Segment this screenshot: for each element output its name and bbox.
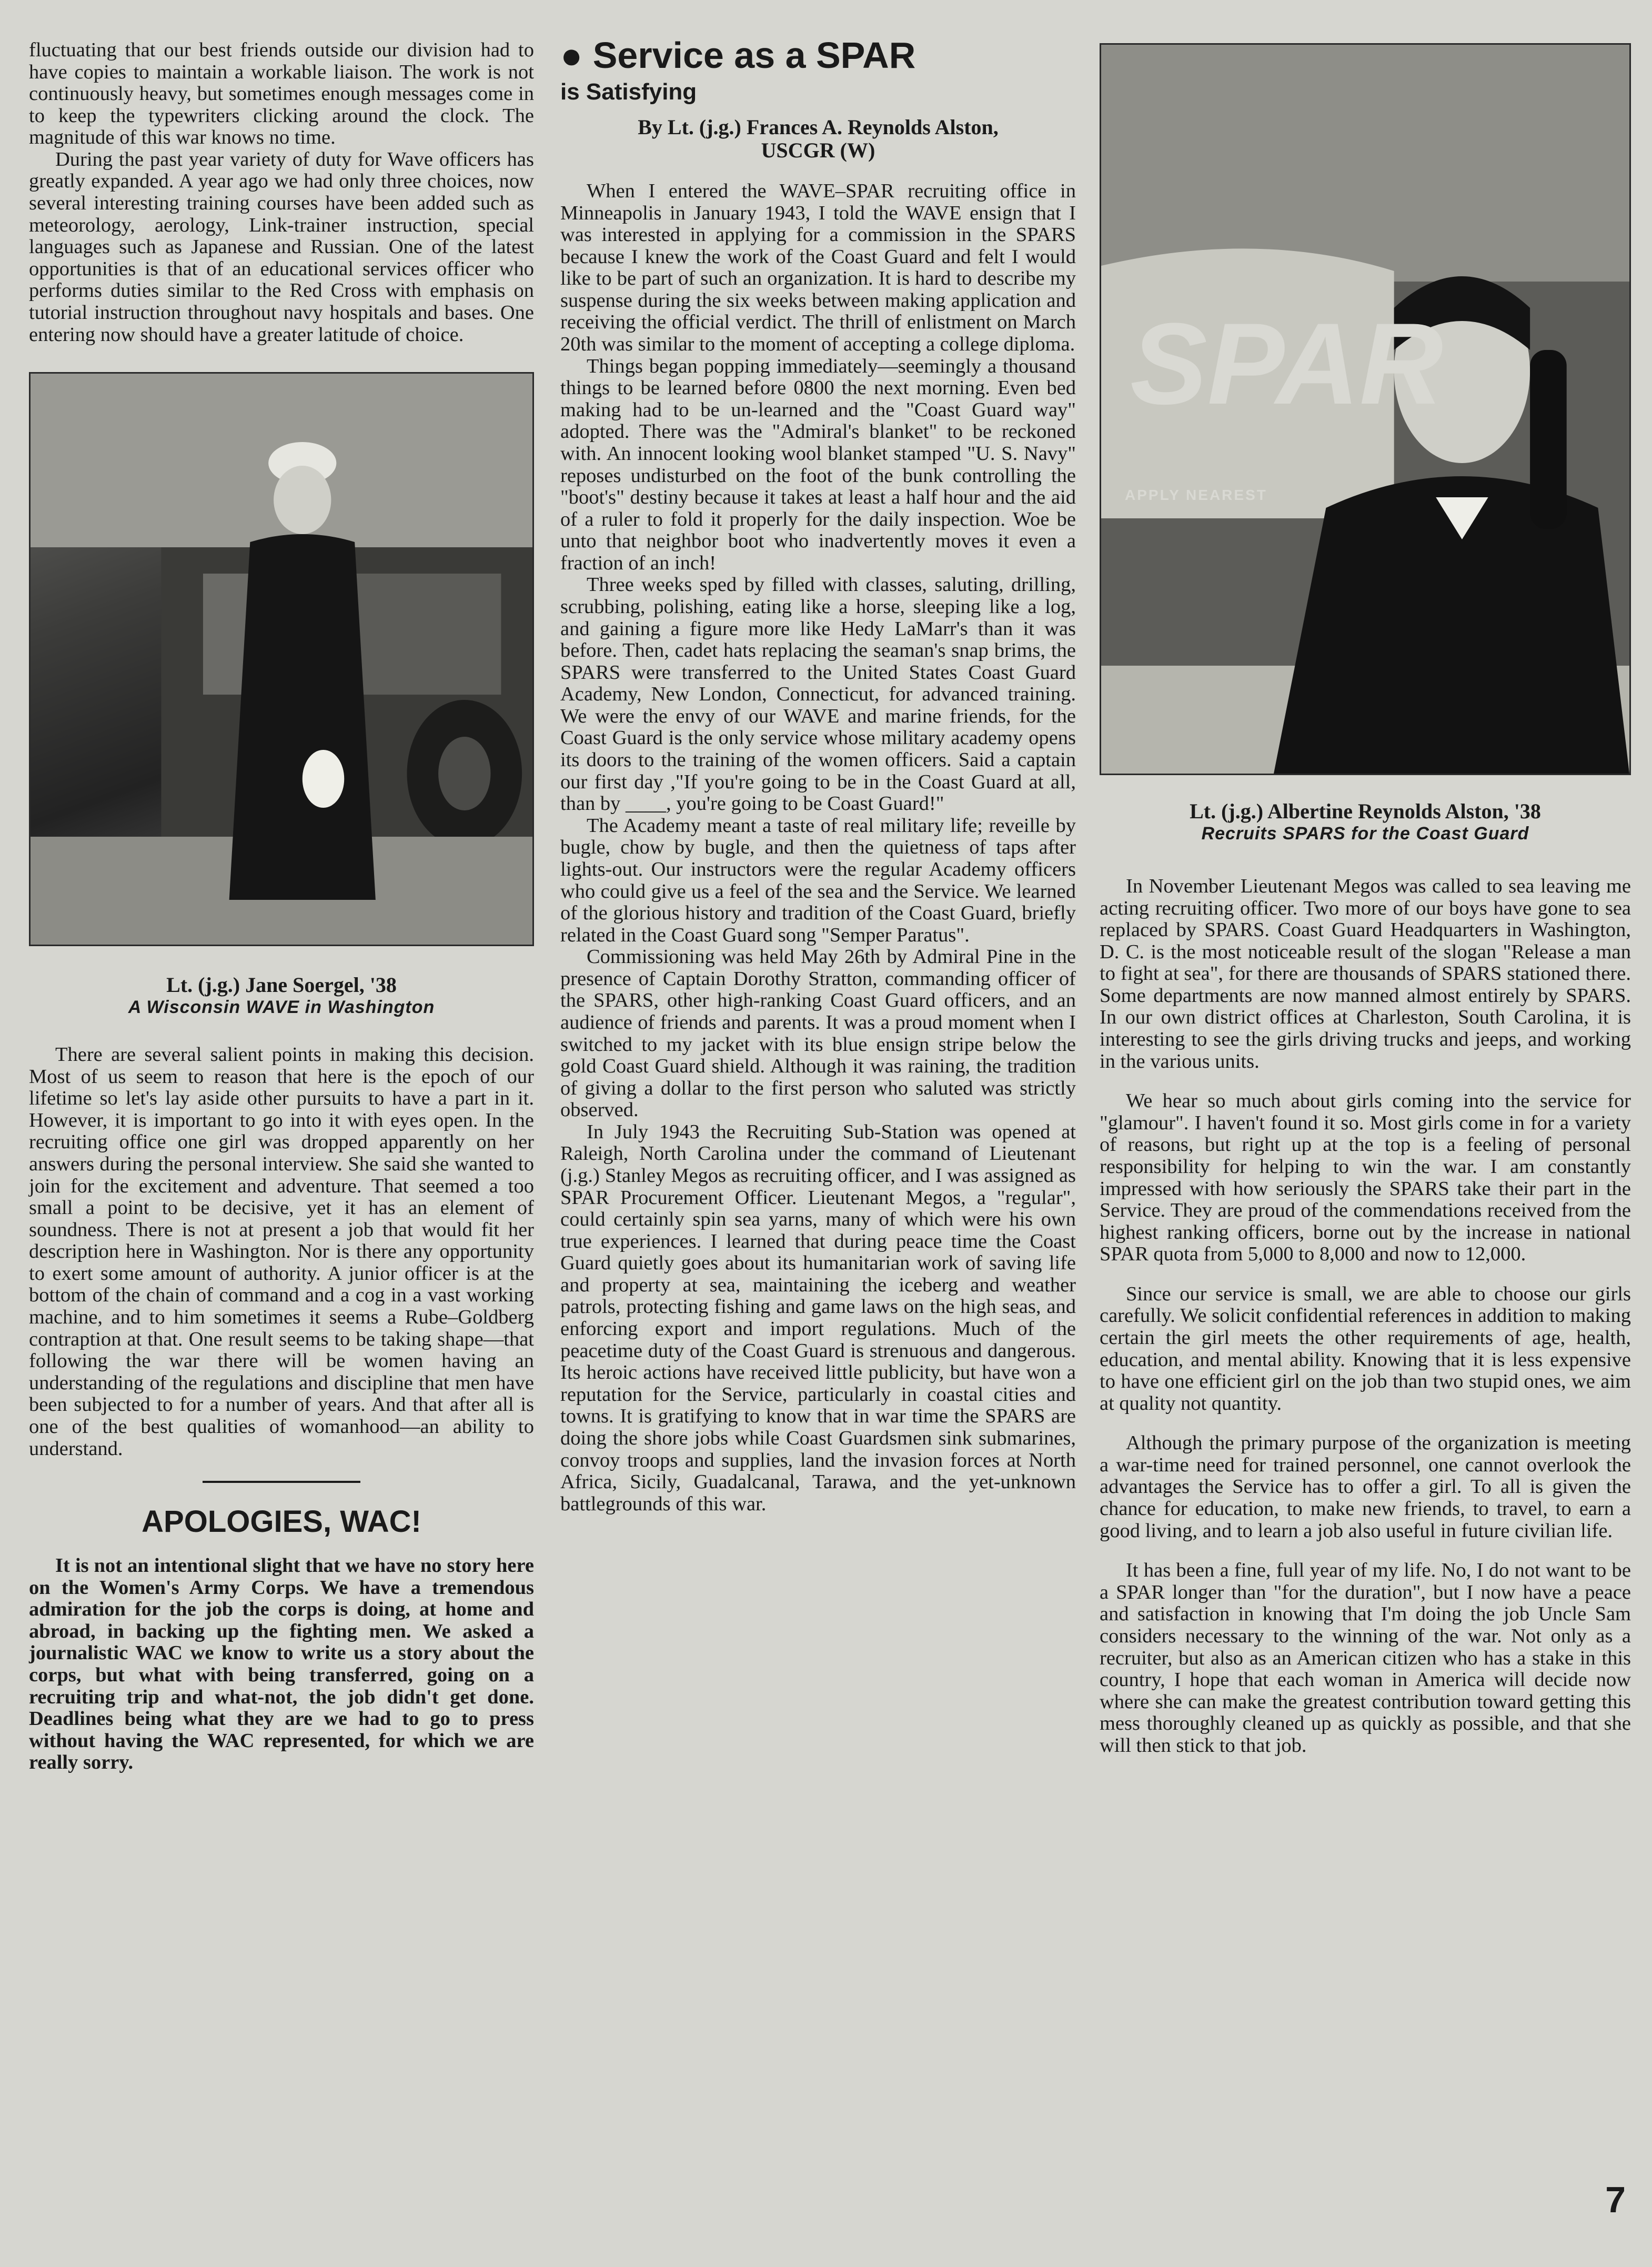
photo-woman-car-icon — [31, 374, 532, 945]
paragraph: fluctuating that our best friends outside our division had to have copies to maintain a workable liaison. The work is not continuously heavy, but sometimes enough messages come in to keep the typewriters clicking around the clock. The magnitude of this war knows no time. — [29, 39, 534, 149]
paragraph: During the past year variety of duty for Wave officers has greatly expanded. A year ago we had only three choices, now several interesting training courses have been added such as meteorology, aerology, Link-trainer instruction, special languages such as Japanese and Russian. One of the latest opportunities is that of an educational services officer who performs duties similar to the Red Cross with emphasis on tutorial instruction throughout navy hospitals and bases. One entering now should have a greater latitude of choice. — [29, 148, 534, 346]
caption-name: Lt. (j.g.) Albertine Reynolds Alston, '38 — [1190, 799, 1541, 823]
paragraph: In July 1943 the Recruiting Sub-Station was opened at Raleigh, North Carolina under the command of Lieutenant (j.g.) Stanley Megos as recruiting officer, and I was assigned as SPAR Procurement Officer. Lieutenant Megos, a "regular", could certainly spin sea yarns, many of which were his own true experiences. I learned that during peace time the Coast Guard quietly goes about its humanitarian work of saving life and property at sea, maintaining the iceberg and weather patrols, protecting fishing and game laws on the high seas, and enforcing export and import regulations. Much of the peacetime duty of the Coast Guard is strenuous and dangerous. Its heroic actions have received little publicity, but have won a reputation for the Service, particularly in coastal cities and towns. It is gratifying to know that in war time the SPARS are doing the shore jobs while Coast Guardsmen sink submarines, convoy troops and supplies, land the invasion forces at North Africa, Sicily, Guadalcanal, Tarawa, and the yet-unknown battlegrounds of this war. — [560, 1120, 1076, 1515]
paragraph: The Academy meant a taste of real military life; reveille by bugle, chow by bugle, and then the quietness of taps after lights-out. Our instructors were the regular Academy officers who could give us a feel of the sea and the Service. We learned of the glorious history and tradition of the Coast Guard, briefly related in the Coast Guard song "Semper Paratus". — [560, 814, 1076, 946]
article-subtitle: is Satisfying — [560, 79, 697, 105]
paragraph: We hear so much about girls coming into the service for "glamour". I haven't found it so. Most girls come in for a variety of reasons, but right up at the top is a feeling of personal responsibility for helping to win the war. I am constantly impressed with how seriously the SPARS take their part in the Service. They are proud of the commendations received from the highest ranking officers, borne out by the increase in national SPAR quota from 5,000 to 8,000 and now to 12,000. — [1100, 1090, 1631, 1266]
poster-subtext: APPLY NEAREST — [1125, 487, 1267, 503]
caption-subtitle: A Wisconsin WAVE in Washington — [128, 997, 435, 1018]
paragraph: Three weeks sped by filled with classes, saluting, drilling, scrubbing, polishing, eating like a horse, sleeping like a log, and gaining a figure more like Hedy LaMarr's than it was before. Then, cadet hats replacing the seaman's snap brims, the SPARS were transferred to the United States Coast Guard Academy, New London, Connecticut, for advanced training. We were the envy of our WAVE and marine friends, for the Coast Guard is the only service whose military academy opens its doors to the training of the women officers. Said a captain our first day ,"If you're going to be in the Coast Guard at all, than by ____, you're going to be Coast Guard!" — [560, 574, 1076, 815]
column-left — [29, 0, 534, 1774]
byline-unit: USCGR (W) — [761, 138, 875, 162]
article-title-text: Service as a SPAR — [592, 35, 916, 76]
photo-jane-soergel — [29, 372, 534, 946]
paragraph: There are several salient points in making this decision. Most of us seem to reason that here is the epoch of our lifetime so let's lay aside other pursuits to have a part in it. However, it is important to go into it with eyes open. In the recruiting office one girl was dropped apparently on her answers during the personal interview. She said she wanted to join for the excitement and adventure. That seemed a too small a point to be decisive, yet it has an element of soundness. There is not at present a job that would fit her description here in Washington. Nor is there any opportunity to exert some amount of authority. A junior officer is at the bottom of the chain of command and a cog in a vast working machine, and to him sometimes it seems a Rube–Goldberg contraption at that. One result seems to be taking shape—that following the war there will be women having an understanding of the regulations and discipline that men have been subjected to for a number of years. And that after all is one of the best qualities of womanhood—an ability to understand. — [29, 1044, 534, 1460]
byline: By Lt. (j.g.) Frances A. Reynolds Alston, — [638, 115, 999, 139]
article-title — [560, 37, 1076, 74]
paragraph: When I entered the WAVE–SPAR recruiting office in Minneapolis in January 1943, I told the WAVE ensign that I was interested in applying for a commission in the SPARS because I knew the work of the Coast Guard and felt I would like to be part of such an organization. It is hard to describe my suspense during the six weeks between making application and receiving the official verdict. The thrill of enlistment on March 20th was similar to the moment of accepting a college diploma. — [560, 180, 1076, 356]
photo-caption — [29, 972, 534, 1018]
sidebar-title: APOLOGIES, WAC! — [142, 1504, 421, 1539]
paragraph: In November Lieutenant Megos was called to sea leaving me acting recruiting officer. Two more of our boys have gone to sea replaced by SPARS. Coast Guard Headquarters in Washington, D. C. is the most noticeable result of the slogan "Release a man to fight at sea", for there are thousands of SPARS stationed there. Some departments are now manned almost entirely by SPARS. In our own district offices at Charleston, South Carolina, it is interesting to see the girls driving trucks and jeeps, and working in the various units. — [1100, 875, 1631, 1072]
paragraph: Since our service is small, we are able to choose our girls carefully. We solicit confidential references in addition to making certain the girl meets the other requirements of age, health, education, and mental ability. Knowing that it is less expensive to have one efficient girl on the job than two stupid ones, we aim at quality not quantity. — [1100, 1282, 1631, 1415]
divider — [203, 1481, 360, 1483]
column-right — [1100, 0, 1631, 1757]
photo-albertine-alston — [1100, 43, 1631, 775]
page-number: 7 — [1605, 2179, 1626, 2220]
paragraph: Commissioning was held May 26th by Admiral Pine in the presence of Captain Dorothy Stratton, commanding officer of the SPARS, other high-ranking Coast Guard officers, and an audience of friends and parents. It was a proud moment when I switched to my jacket with its blue ensign stripe below the gold Coast Guard shield. Although it was raining, the tradition of giving a dollar to the first person who saluted was strictly observed. — [560, 946, 1076, 1121]
paragraph: It has been a fine, full year of my life. No, I do not want to be a SPAR longer than "for the duration", but I now have a peace and satisfaction in knowing that I'm doing the job Uncle Sam considers necessary to the winning of the war. Not only as a recruiter, but also as an American citizen who has a stake in this country, I hope that each woman in America will decide now where she can make the greatest contribution toward getting this mess thoroughly cleaned up as quickly as possible, and that she will then stick to that job. — [1100, 1559, 1631, 1757]
paragraph: Although the primary purpose of the organization is meeting a war-time need for trained personnel, one cannot overlook the advantages the Service has to offer a girl. To all is given the chance for education, to make new friends, to travel, to earn a good living, and to learn a job also useful in future civilian life. — [1100, 1432, 1631, 1542]
photo-caption — [1100, 799, 1631, 844]
sidebar-text: It is not an intentional slight that we have no story here on the Women's Army Corps. We have a tremendous admiration for the job the corps is doing, at home and abroad, in backing up the fighting men. We asked a journalistic WAC we know to write us a story about the corps, but what with being transferred, going on a recruiting trip and what-not, the job didn't get done. Deadlines being what they are we had to go to press without having the WAC represented, for which we are really sorry. — [29, 1554, 534, 1774]
bullet-icon: ● — [560, 35, 583, 76]
column-middle — [560, 0, 1076, 1515]
poster-text: SPAR — [1130, 299, 1443, 428]
caption-name: Lt. (j.g.) Jane Soergel, '38 — [166, 973, 397, 997]
paragraph: Things began popping immediately—seemingly a thousand things to be learned before 0800 the next morning. Even bed making had to be un-learned and the "Coast Guard way" adopted. There was the "Admiral's blanket" to be reckoned with. An innocent looking wool blanket stamped "U. S. Navy" reposes undisturbed on the foot of the bunk controlling the "boot's" destiny because it takes at least a half hour and the aid of a ruler to fold it properly for the daily inspection. Woe be unto that neighbor boot who inadvertently moves it even a fraction of an inch! — [560, 355, 1076, 574]
caption-subtitle: Recruits SPARS for the Coast Guard — [1201, 824, 1529, 844]
